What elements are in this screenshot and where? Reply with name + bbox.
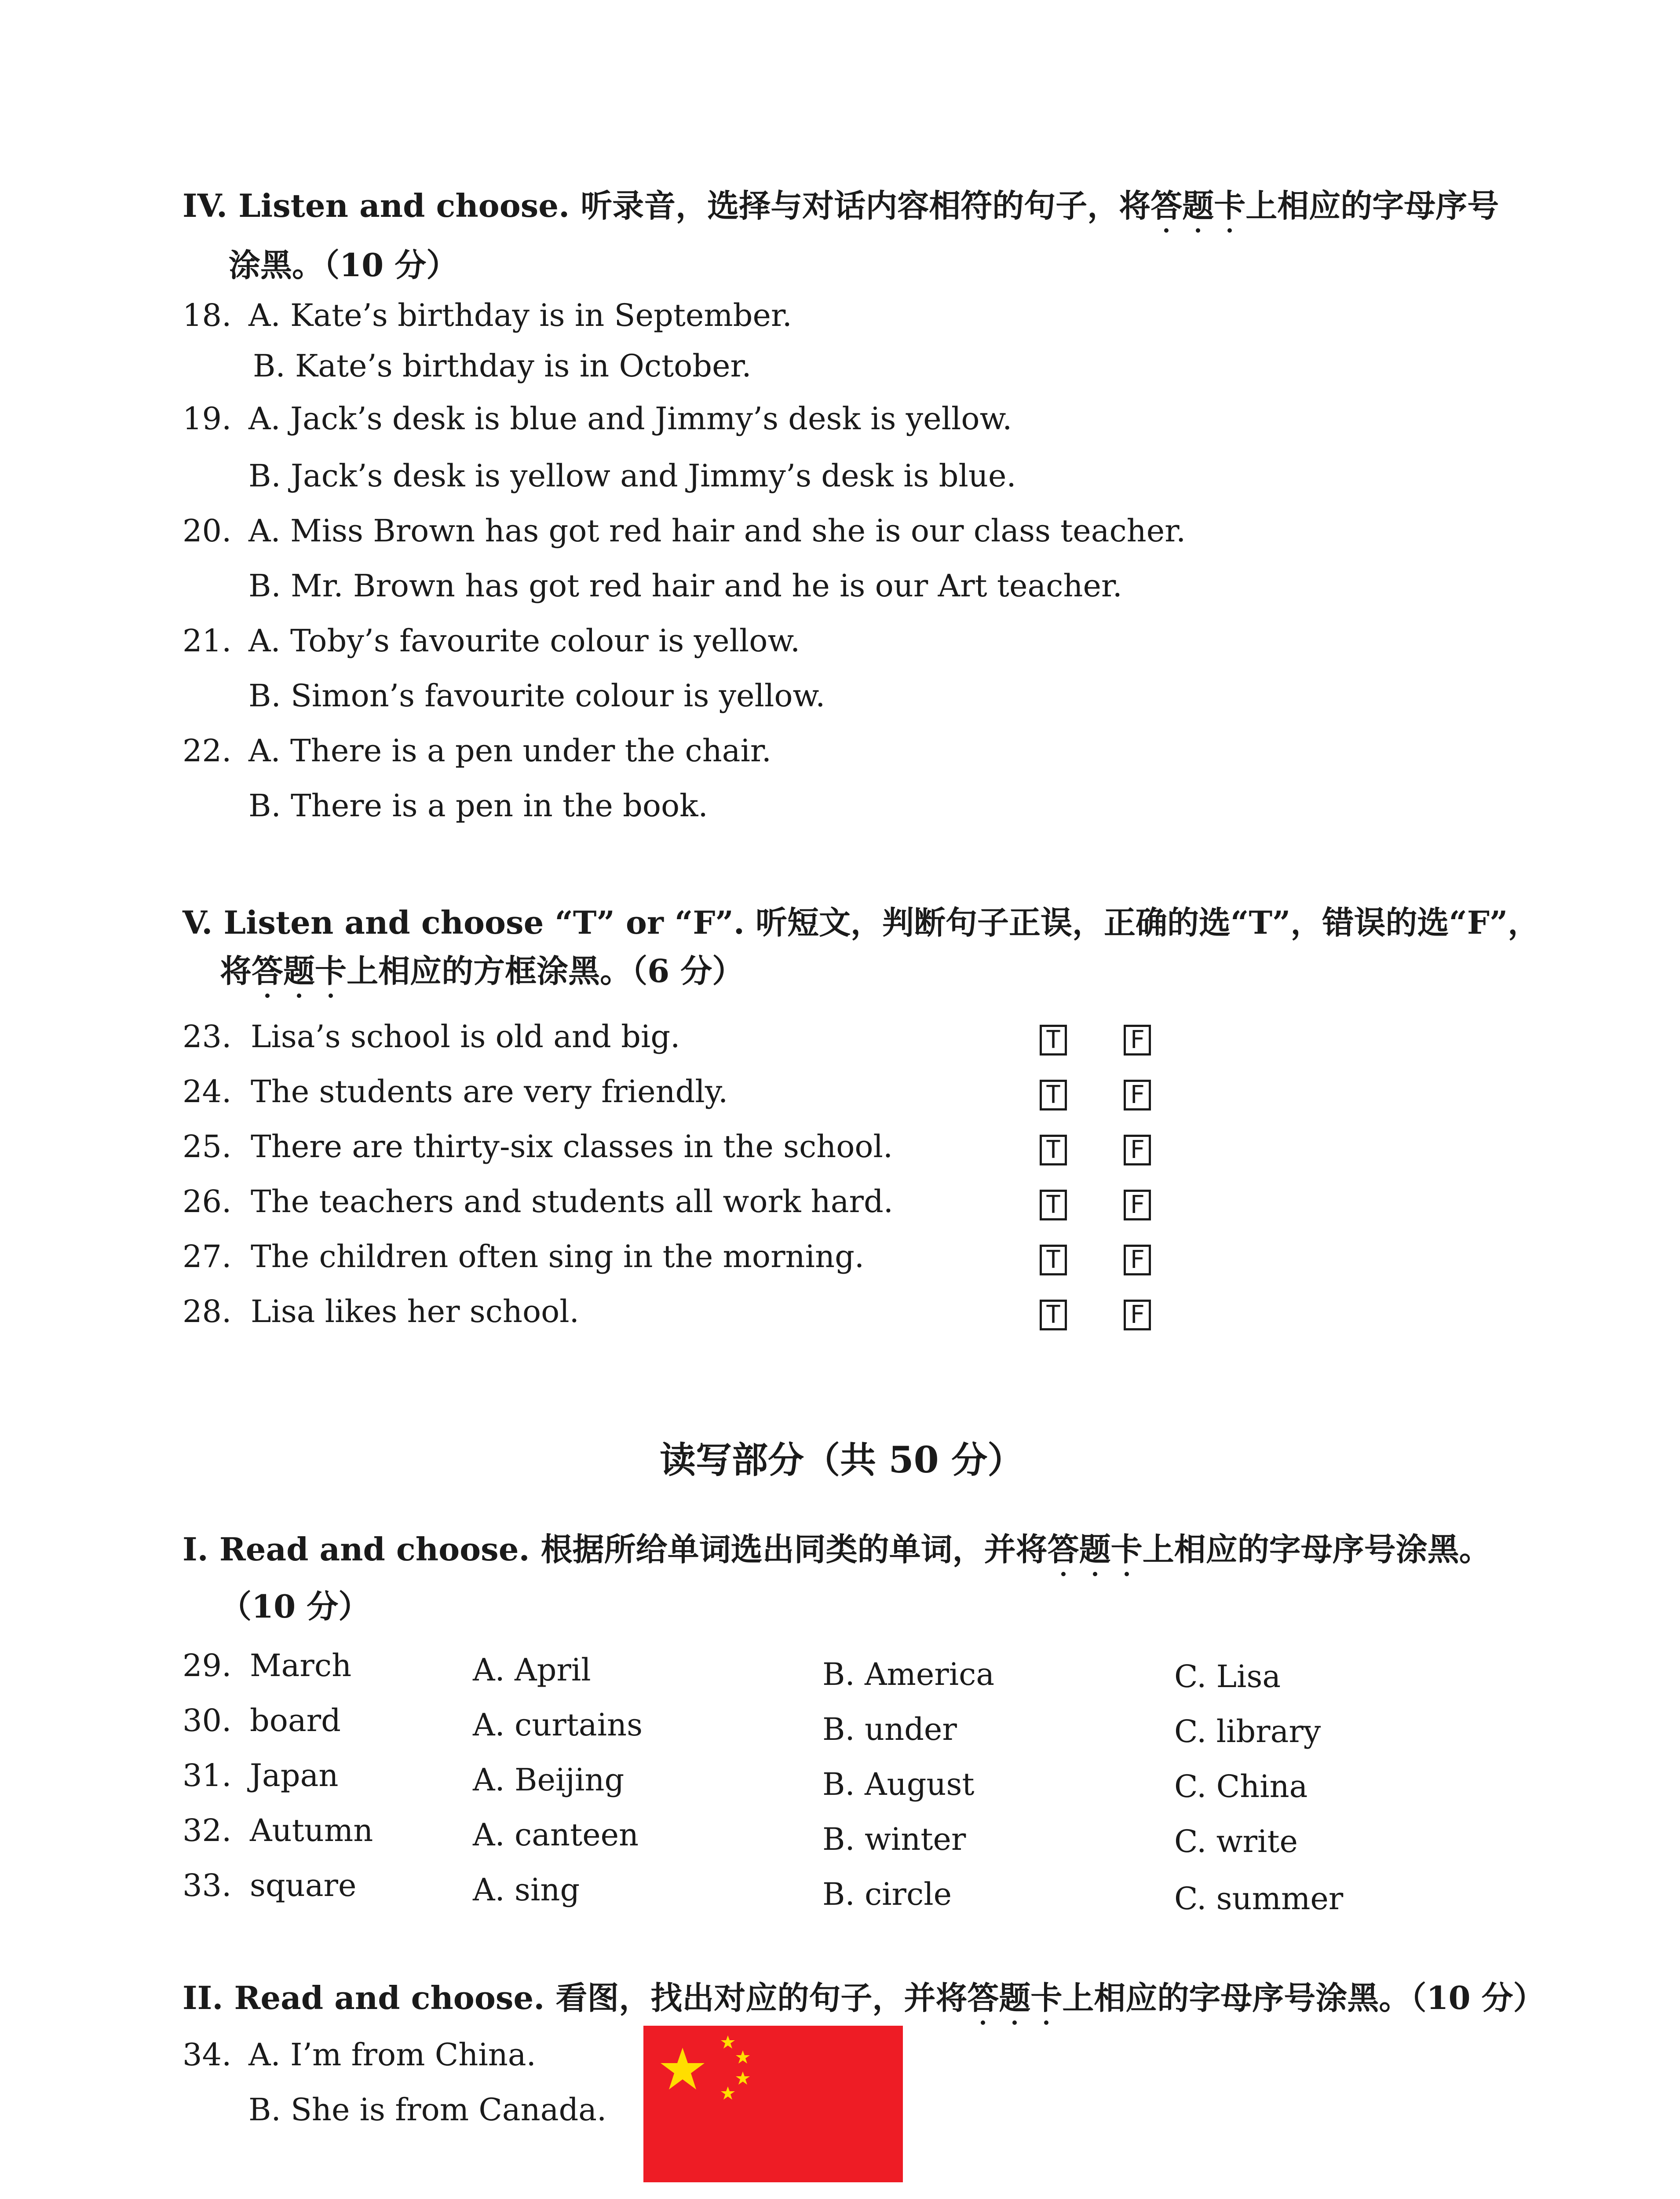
question-21-option-b: B. Simon’s favourite colour is yellow. xyxy=(248,678,825,714)
question-31-number: 31. xyxy=(183,1757,232,1794)
question-24: 24. The students are very friendly. xyxy=(183,1074,728,1110)
question-32-word: Autumn xyxy=(250,1812,373,1848)
emphasis-char: 卡 xyxy=(315,952,347,990)
option-a: A. Toby’s favourite colour is yellow. xyxy=(248,623,800,659)
question-30-number: 30. xyxy=(183,1702,232,1739)
question-31-option-c: C. China xyxy=(1174,1768,1308,1804)
false-box[interactable]: F xyxy=(1124,1025,1151,1056)
question-27: 27. The children often sing in the morning. xyxy=(183,1238,865,1275)
china-flag-image xyxy=(643,2026,903,2182)
question-33-option-a: A. sing xyxy=(473,1872,580,1908)
emphasis-char: 题 xyxy=(283,952,315,990)
question-28: 28. Lisa likes her school. xyxy=(183,1293,579,1330)
emphasis-char: 答 xyxy=(967,1979,999,2016)
question-32-number: 32. xyxy=(183,1812,232,1848)
emphasis-char: 题 xyxy=(1182,187,1214,224)
question-29-option-c: C. Lisa xyxy=(1174,1658,1281,1695)
question-34-option-b: B. She is from Canada. xyxy=(248,2092,607,2128)
true-box[interactable]: T xyxy=(1040,1300,1067,1330)
section-iv-title: IV. Listen and choose. 听录音，选择与对话内容相符的句子，将答题卡上相应的字母序号 xyxy=(183,187,1499,224)
option-a: A. Miss Brown has got red hair and she is our class teacher. xyxy=(248,513,1186,549)
question-23: 23. Lisa’s school is old and big. xyxy=(183,1019,680,1055)
option-a: A. There is a pen under the chair. xyxy=(248,733,771,769)
emphasis-char: 题 xyxy=(1079,1531,1111,1568)
emphasis-char: 答 xyxy=(1150,187,1183,224)
question-31-option-b: B. August xyxy=(822,1766,975,1802)
question-20-option-b: B. Mr. Brown has got red hair and he is our Art teacher. xyxy=(248,568,1122,604)
section-v-title-line2: 将答题卡上相应的方框涂黑。（6 分） xyxy=(220,952,744,990)
question-20: 20. A. Miss Brown has got red hair and she is our class teacher. xyxy=(183,513,1186,549)
question-31-option-a: A. Beijing xyxy=(473,1762,625,1798)
question-32-option-c: C. write xyxy=(1174,1823,1298,1859)
question-18-option-b: B. Kate’s birthday is in October. xyxy=(253,348,752,384)
option-a: A. Kate’s birthday is in September. xyxy=(248,297,792,333)
question-33-number: 33. xyxy=(183,1867,232,1903)
true-box[interactable]: T xyxy=(1040,1080,1067,1110)
true-box[interactable]: T xyxy=(1040,1135,1067,1165)
emphasis-char: 答 xyxy=(252,952,284,990)
question-22-option-b: B. There is a pen in the book. xyxy=(248,788,708,824)
question-19-option-b: B. Jack’s desk is yellow and Jimmy’s desk is blue. xyxy=(248,458,1016,494)
question-18: 18. A. Kate’s birthday is in September. xyxy=(183,297,792,333)
question-31-word: Japan xyxy=(250,1757,339,1794)
question-30-option-a: A. curtains xyxy=(473,1707,643,1743)
question-19: 19. A. Jack’s desk is blue and Jimmy’s desk is yellow. xyxy=(183,401,1012,437)
true-box[interactable]: T xyxy=(1040,1245,1067,1275)
question-34: 34. A. I’m from China. xyxy=(183,2037,536,2073)
emphasis-char: 卡 xyxy=(1214,187,1246,224)
false-box[interactable]: F xyxy=(1124,1190,1151,1220)
emphasis-char: 答 xyxy=(1047,1531,1079,1568)
true-box[interactable]: T xyxy=(1040,1025,1067,1056)
question-29-option-a: A. April xyxy=(473,1652,591,1688)
false-box[interactable]: F xyxy=(1124,1080,1151,1110)
section-v-title: V. Listen and choose “T” or “F”. 听短文，判断句子正误，正确的选“T”，错误的选“F”， xyxy=(183,904,1540,941)
false-box[interactable]: F xyxy=(1124,1300,1151,1330)
question-33-option-b: B. circle xyxy=(822,1876,952,1912)
question-21: 21. A. Toby’s favourite colour is yellow. xyxy=(183,623,800,659)
question-30-option-c: C. library xyxy=(1174,1713,1321,1750)
question-33-word: square xyxy=(250,1867,357,1903)
question-25: 25. There are thirty-six classes in the school. xyxy=(183,1129,893,1165)
option-a: A. I’m from China. xyxy=(248,2037,536,2073)
section-ii-title: II. Read and choose. 看图，找出对应的句子，并将答题卡上相应的字母序号涂黑。（10 分） xyxy=(183,1979,1545,2016)
section-i-title-line2: （10 分） xyxy=(220,1588,370,1625)
question-29-word: March xyxy=(250,1647,352,1684)
question-22: 22. A. There is a pen under the chair. xyxy=(183,733,771,769)
question-32-option-a: A. canteen xyxy=(473,1817,639,1853)
emphasis-char: 题 xyxy=(999,1979,1031,2016)
question-30-option-b: B. under xyxy=(822,1711,957,1747)
question-26: 26. The teachers and students all work hard. xyxy=(183,1184,894,1220)
question-33-option-c: C. summer xyxy=(1174,1881,1344,1917)
section-iv-title-line2: 涂黑。（10 分） xyxy=(229,246,458,284)
true-box[interactable]: T xyxy=(1040,1190,1067,1220)
question-30-word: board xyxy=(250,1702,341,1739)
question-29-number: 29. xyxy=(183,1647,232,1684)
emphasis-char: 卡 xyxy=(1110,1531,1143,1568)
false-box[interactable]: F xyxy=(1124,1135,1151,1165)
false-box[interactable]: F xyxy=(1124,1245,1151,1275)
reading-writing-title: 读写部分（共 50 分） xyxy=(660,1439,1024,1481)
option-a: A. Jack’s desk is blue and Jimmy’s desk is yellow. xyxy=(248,401,1012,437)
emphasis-char: 卡 xyxy=(1030,1979,1063,2016)
question-29-option-b: B. America xyxy=(822,1656,995,1692)
question-32-option-b: B. winter xyxy=(822,1821,966,1857)
section-i-title: I. Read and choose. 根据所给单词选出同类的单词，并将答题卡上相应的字母序号涂黑。 xyxy=(183,1531,1491,1568)
